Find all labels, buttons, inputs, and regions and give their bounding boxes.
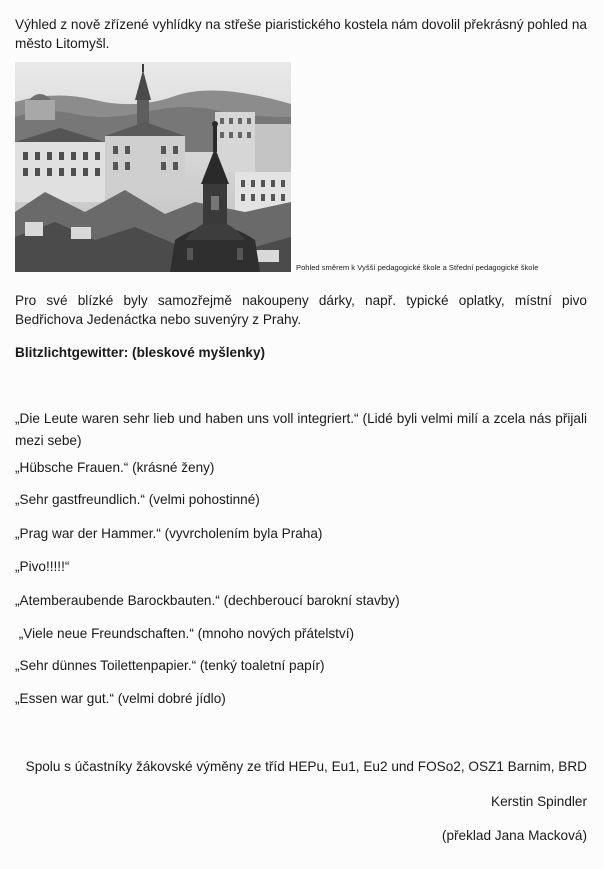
signature-participants: Spolu s účastníky žákovské výměny ze tříd HEPu, Eu1, Eu2 und FOSo2, OSZ1 Barnim, BRD: [25, 759, 587, 774]
quote-item: „Prag war der Hammer.“ (vyvrcholením byla Praha): [15, 526, 323, 541]
quote-item: „Viele neue Freundschaften.“ (mnoho nových přátelství): [15, 626, 355, 641]
quote-item: „Die Leute waren sehr lieb und haben uns voll integriert.“ (Lidé byli velmi milí a zcela nás přijali mezi sebe): [15, 411, 587, 448]
quote-item: „Atemberaubende Barockbauten.“ (dechberoucí barokní stavby): [15, 593, 400, 608]
quote-item: „Essen war gut.“ (velmi dobré jídlo): [15, 691, 226, 706]
quote-item: „Hübsche Frauen.“ (krásné ženy): [15, 460, 215, 475]
litomysl-panorama-photo: [15, 62, 291, 272]
intro-paragraph: Výhled z nově zřízené vyhlídky na střeše piaristického kostela nám dovolil překrásný pohled na město Litomyšl.: [15, 17, 587, 51]
quote-list: [15, 408, 587, 452]
section-heading: Blitzlichtgewitter: (bleskové myšlenky): [15, 345, 266, 360]
quote-item: „Sehr dünnes Toilettenpapier.“ (tenký toaletní papír): [15, 658, 325, 673]
signature-translation: (překlad Jana Macková): [441, 828, 587, 843]
signature-author: Kerstin Spindler: [491, 794, 587, 809]
quote-item: „Pivo!!!!!“: [15, 559, 70, 574]
city-photo-image: [15, 62, 291, 272]
quote-item: „Sehr gastfreundlich.“ (velmi pohostinné): [15, 492, 260, 507]
photo-caption: Pohled směrem k Vyšší pedagogické škole a Střední pedagogické škole: [296, 263, 539, 272]
gifts-paragraph: Pro své blízké byly samozřejmě nakoupeny dárky, např. typické oplatky, místní pivo Bedřichova Jedenáctka nebo suvenýry z Prahy.: [15, 293, 587, 327]
